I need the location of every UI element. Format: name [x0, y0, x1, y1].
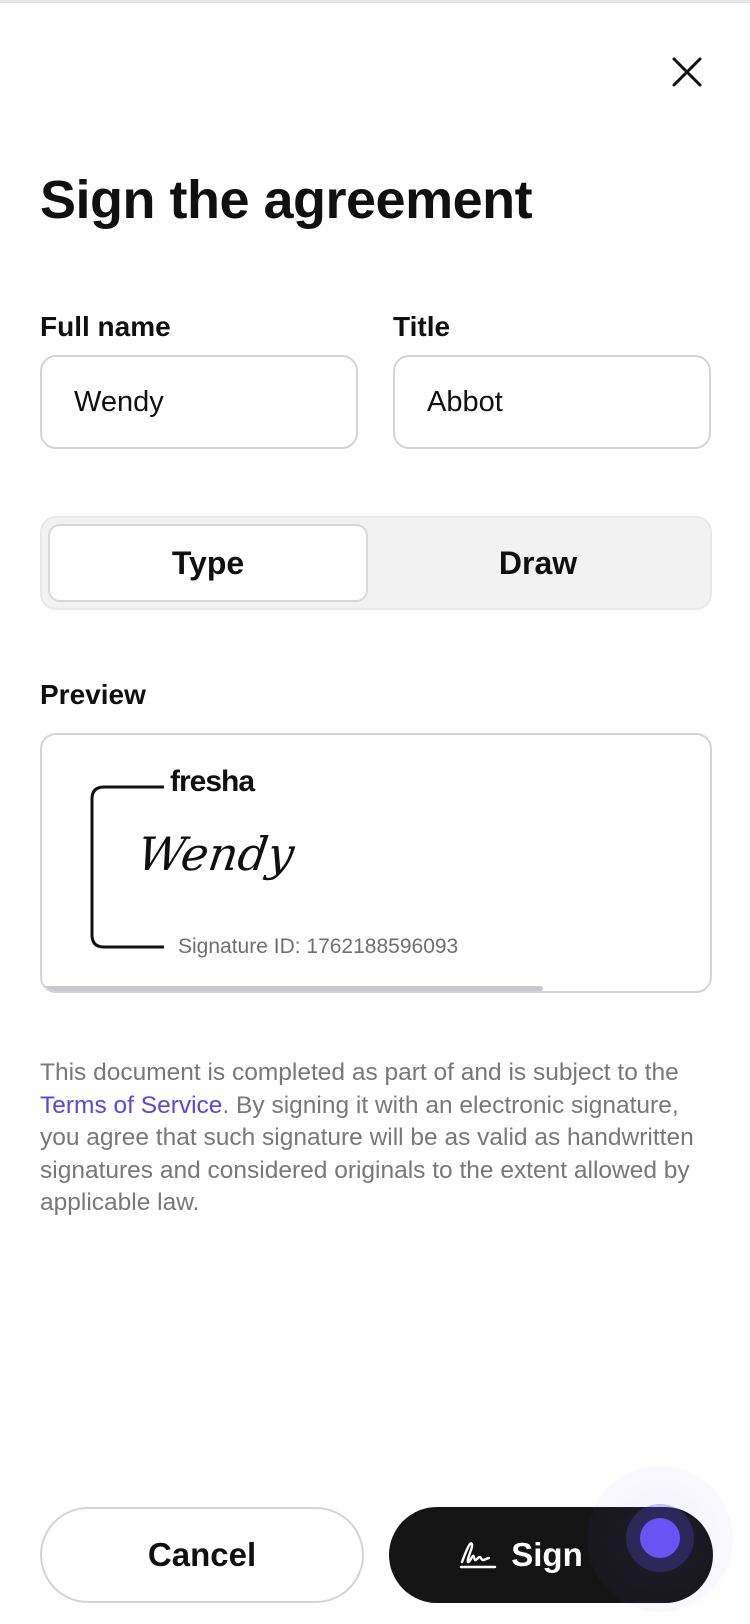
preview-scrollbar[interactable]: [42, 986, 543, 991]
draw-tab[interactable]: Draw: [498, 544, 578, 581]
terms-of-service-link[interactable]: Terms of Service: [40, 1091, 223, 1119]
sign-button[interactable]: [389, 1507, 713, 1603]
signature-mode-toggle: [40, 516, 712, 610]
preview-label: Preview: [40, 679, 146, 710]
signature-id: Signature ID: 1762188596093: [178, 935, 459, 958]
legal-text-after: . By signing it with an electronic signature, you agree that such signature will be as valid as handwritten signatures and considered originals to the extent allowed by applicable law.: [40, 1091, 694, 1216]
sign-label: Sign: [511, 1536, 583, 1573]
full-name-input[interactable]: [40, 355, 358, 449]
full-name-label: Full name: [40, 311, 171, 342]
fresha-logo: fresha: [170, 765, 255, 798]
signature-preview: [40, 733, 712, 993]
signature-icon: [459, 1540, 497, 1570]
title-input[interactable]: [393, 355, 711, 449]
legal-text-before: This document is completed as part of and is subject to the: [40, 1059, 679, 1086]
typed-signature: Wendy: [134, 827, 298, 881]
title-label: Title: [393, 311, 451, 342]
type-tab[interactable]: Type: [48, 524, 368, 602]
legal-disclaimer: [40, 1057, 720, 1220]
cancel-button[interactable]: Cancel: [40, 1507, 364, 1603]
page-title: Sign the agreement: [40, 170, 533, 230]
close-icon[interactable]: [671, 56, 703, 88]
close-button[interactable]: [662, 47, 712, 97]
